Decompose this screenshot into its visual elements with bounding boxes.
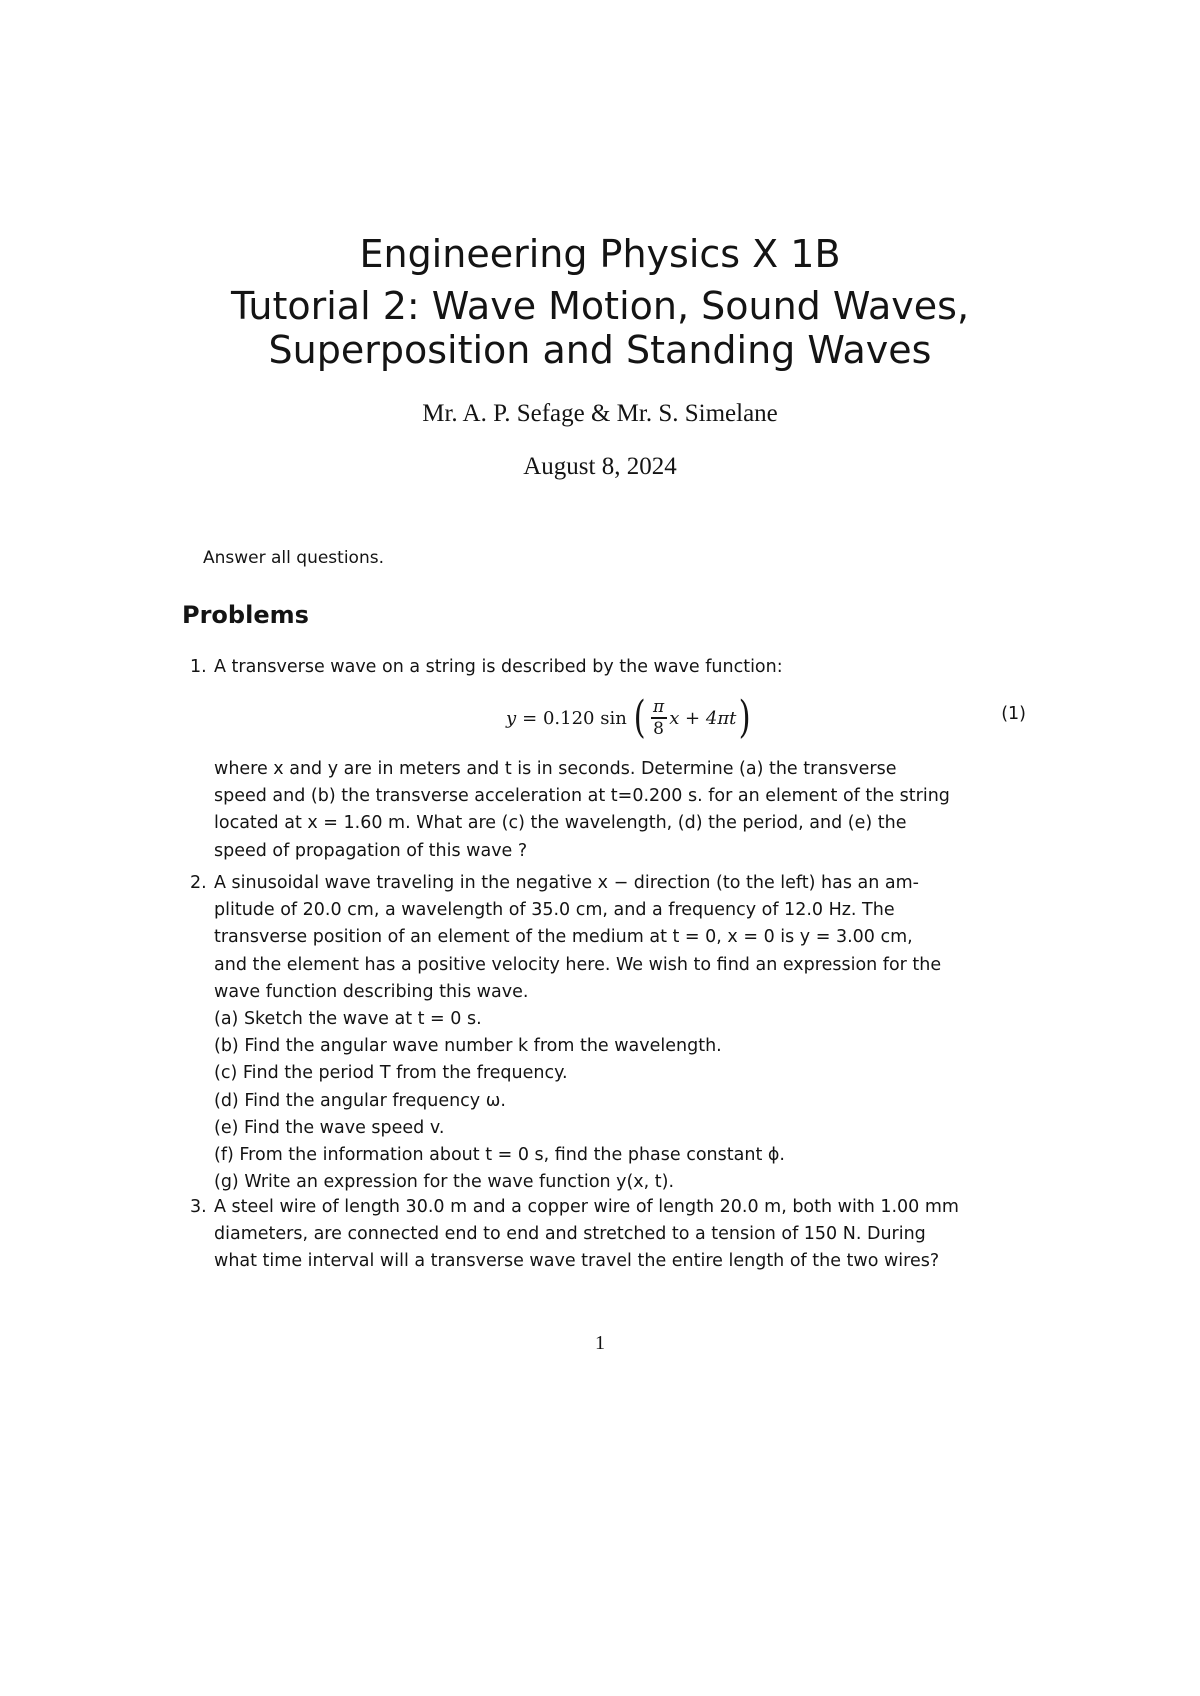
fraction-numerator: π xyxy=(653,697,665,718)
problem-2-part-c: (c) Find the period T from the frequency. xyxy=(214,1063,568,1084)
problem-3 xyxy=(190,1194,1026,1276)
text-line: speed of propagation of this wave ? xyxy=(214,840,528,861)
document-title-line-2: Tutorial 2: Wave Motion, Sound Waves, xyxy=(230,284,970,328)
equation-lhs: y xyxy=(506,707,517,729)
problem-number: 3. xyxy=(190,1197,207,1217)
text-line: where x and y are in meters and t is in seconds. Determine (a) the transverse xyxy=(214,759,897,779)
problem-2-part-f: (f) From the information about t = 0 s, find the phase constant ϕ. xyxy=(214,1145,785,1166)
section-heading-problems: Problems xyxy=(182,601,309,629)
equation-number: (1) xyxy=(1001,704,1026,724)
instructions-text: Answer all questions. xyxy=(203,548,384,568)
document-date: August 8, 2024 xyxy=(523,453,677,480)
wave-function-equation xyxy=(506,688,754,748)
text-line: transverse position of an element of the medium at t = 0, x = 0 is y = 3.00 cm, xyxy=(214,927,913,948)
problem-2-part-d: (d) Find the angular frequency ω. xyxy=(214,1090,506,1111)
text-line: what time interval will a transverse wave travel the entire length of the two wires? xyxy=(214,1251,940,1272)
problem-number: 2. xyxy=(190,873,207,893)
problem-1-lead: A transverse wave on a string is described by the wave function: xyxy=(214,657,783,677)
left-paren: ( xyxy=(633,692,646,743)
fraction-denominator: 8 xyxy=(653,718,664,739)
problem-2-part-b: (b) Find the angular wave number k from the wavelength. xyxy=(214,1036,722,1057)
page-number: 1 xyxy=(595,1332,605,1354)
equation-argument: x + 4πt xyxy=(669,707,737,729)
text-line: A steel wire of length 30.0 m and a copper wire of length 20.0 m, both with 1.00 mm xyxy=(214,1197,959,1217)
problem-1 xyxy=(190,654,1026,681)
problem-2-part-e: (e) Find the wave speed v. xyxy=(214,1117,445,1138)
document-title-line-1: Engineering Physics X 1B xyxy=(359,232,841,276)
text-line: and the element has a positive velocity here. We wish to find an expression for the xyxy=(214,954,942,975)
problem-2-part-a: (a) Sketch the wave at t = 0 s. xyxy=(214,1009,482,1030)
right-paren: ) xyxy=(738,692,751,743)
text-line: wave function describing this wave. xyxy=(214,981,529,1002)
equation-equals-amplitude: = 0.120 sin xyxy=(522,707,627,729)
text-line: plitude of 20.0 cm, a wavelength of 35.0 cm, and a frequency of 12.0 Hz. The xyxy=(214,900,895,921)
text-line: speed and (b) the transverse acceleration at t=0.200 s. for an element of the string xyxy=(214,786,950,807)
document-authors: Mr. A. P. Sefage & Mr. S. Simelane xyxy=(422,400,778,427)
problem-2 xyxy=(190,870,1026,1196)
equation-1 xyxy=(214,688,1026,748)
problem-number: 1. xyxy=(190,657,207,677)
text-line: A sinusoidal wave traveling in the negative x − direction (to the left) has an am- xyxy=(214,873,919,893)
document-title-line-3: Superposition and Standing Waves xyxy=(268,328,932,372)
text-line: diameters, are connected end to end and stretched to a tension of 150 N. During xyxy=(214,1224,926,1245)
problem-1-body xyxy=(214,756,1026,865)
equation-fraction xyxy=(650,697,667,738)
text-line: located at x = 1.60 m. What are (c) the wavelength, (d) the period, and (e) the xyxy=(214,813,907,834)
problem-2-part-g: (g) Write an expression for the wave function y(x, t). xyxy=(214,1172,675,1193)
